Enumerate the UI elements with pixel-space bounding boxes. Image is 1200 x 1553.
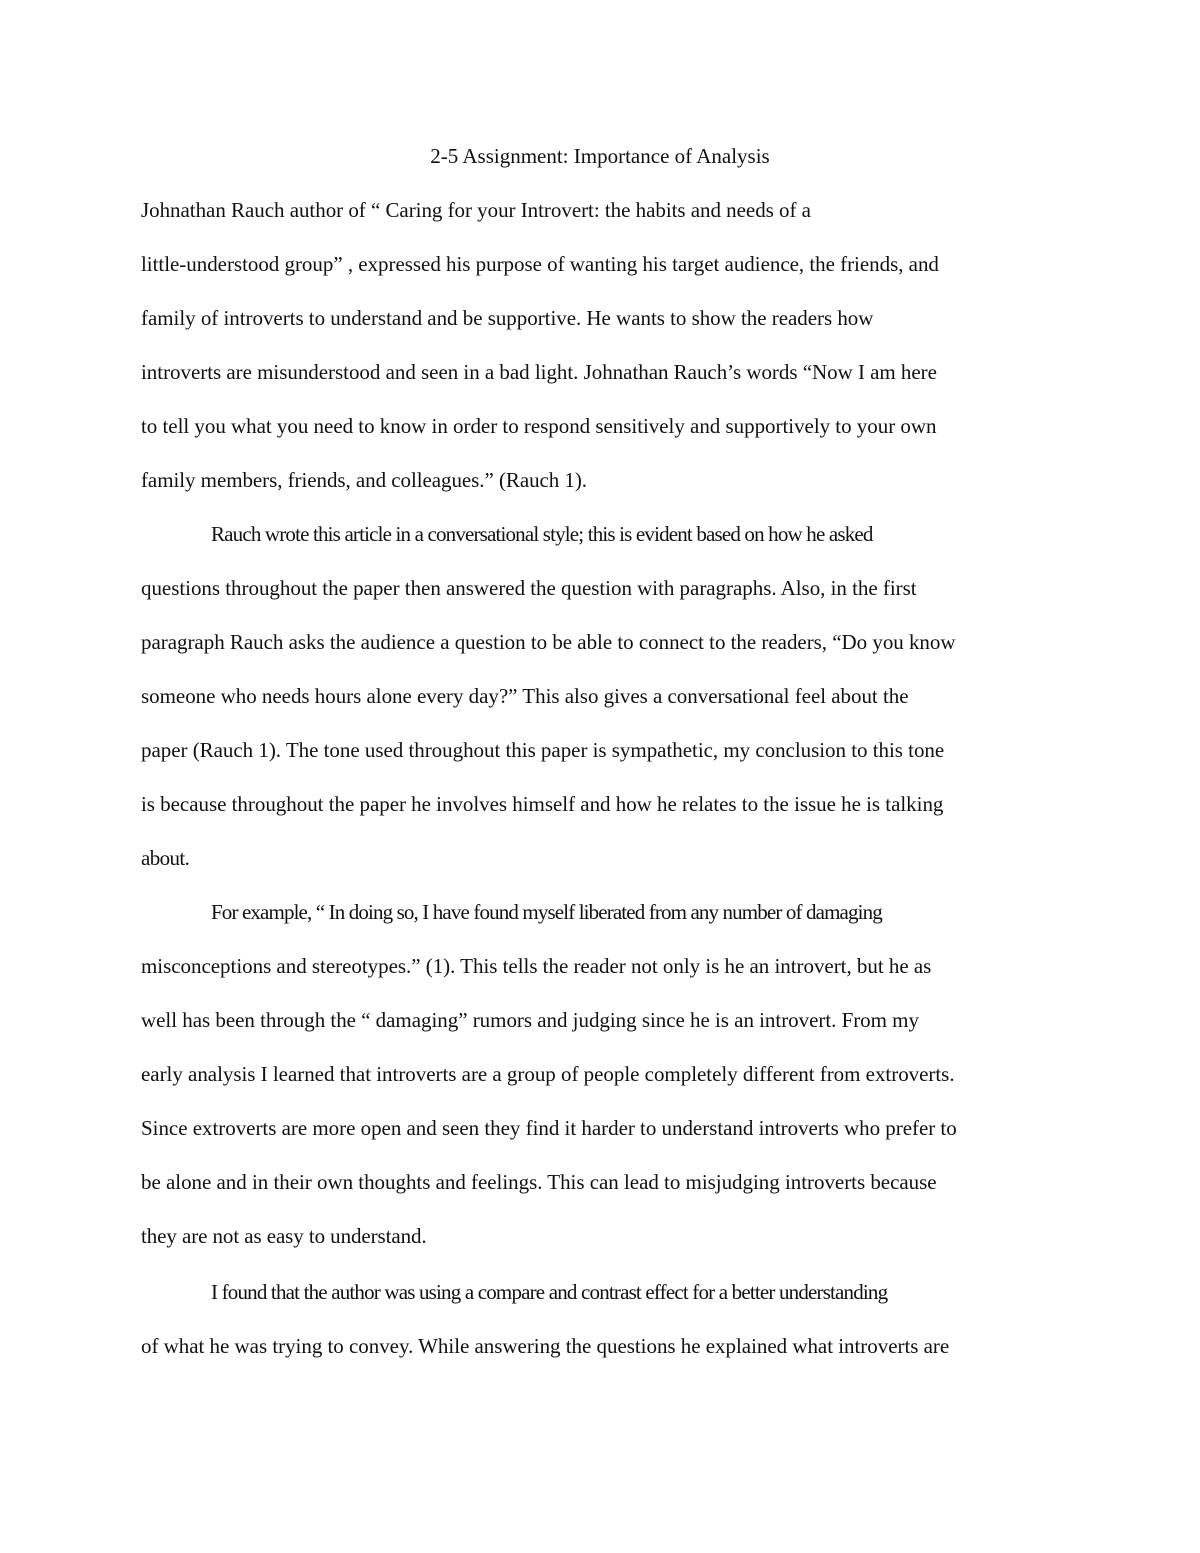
- body-line: to tell you what you need to know in order to respond sensitively and supportively to your own: [141, 414, 937, 438]
- body-line: of what he was trying to convey. While answering the questions he explained what introverts are: [141, 1334, 950, 1358]
- body-line: questions throughout the paper then answered the question with paragraphs. Also, in the first: [141, 576, 917, 600]
- body-line: Johnathan Rauch author of “ Caring for your Introvert: the habits and needs of a: [141, 198, 811, 222]
- body-line: early analysis I learned that introverts are a group of people completely different from extroverts.: [141, 1062, 955, 1086]
- document-title: 2-5 Assignment: Importance of Analysis: [430, 144, 770, 168]
- body-line: be alone and in their own thoughts and feelings. This can lead to misjudging introverts because: [141, 1170, 937, 1194]
- body-line: is because throughout the paper he involves himself and how he relates to the issue he is talking: [141, 792, 944, 816]
- body-line: little-understood group” , expressed his purpose of wanting his target audience, the friends, and: [141, 252, 939, 276]
- paragraph-first-line: I found that the author was using a compare and contrast effect for a better understanding: [211, 1280, 888, 1304]
- body-line: well has been through the “ damaging” rumors and judging since he is an introvert. From my: [141, 1008, 919, 1032]
- body-line: about.: [141, 846, 190, 870]
- body-line: they are not as easy to understand.: [141, 1224, 427, 1248]
- body-line: Since extroverts are more open and seen they find it harder to understand introverts who prefer to: [141, 1116, 957, 1140]
- body-line: family of introverts to understand and be supportive. He wants to show the readers how: [141, 306, 874, 330]
- paragraph-first-line: Rauch wrote this article in a conversational style; this is evident based on how he asked: [211, 522, 873, 546]
- body-line: paper (Rauch 1). The tone used throughout this paper is sympathetic, my conclusion to this tone: [141, 738, 945, 762]
- body-line: paragraph Rauch asks the audience a question to be able to connect to the readers, “Do you know: [141, 630, 956, 654]
- body-line: family members, friends, and colleagues.” (Rauch 1).: [141, 468, 587, 492]
- body-line: someone who needs hours alone every day?” This also gives a conversational feel about the: [141, 684, 909, 708]
- body-line: introverts are misunderstood and seen in a bad light. Johnathan Rauch’s words “Now I am here: [141, 360, 937, 384]
- body-line: misconceptions and stereotypes.” (1). This tells the reader not only is he an introvert, but he as: [141, 954, 932, 978]
- paragraph-first-line: For example, “ In doing so, I have found myself liberated from any number of damaging: [211, 900, 882, 924]
